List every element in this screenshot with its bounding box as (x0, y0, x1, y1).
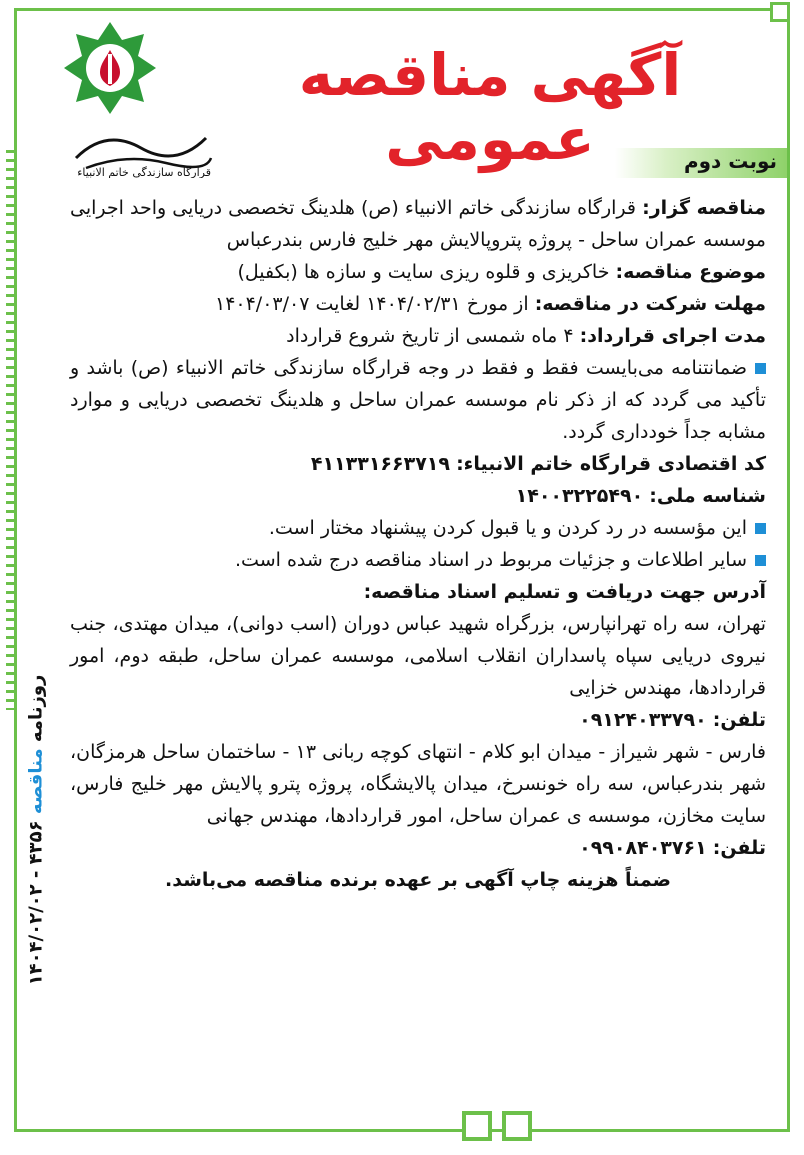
guarantee-text: ضمانتنامه می‌بایست فقط و فقط در وجه قرارگاه سازندگی خاتم الانبیاء (ص) باشد و تأکید می گردد که از ذکر نام موسسه عمران ساحل و هلدینگ تخصصی دریایی و موارد مشابه جداً خودداری گردد. (70, 357, 766, 443)
bottom-square-decoration (502, 1111, 532, 1141)
iran-emblem-icon (62, 20, 158, 116)
dotted-border-decoration (6, 150, 14, 710)
issuer-label: مناقصه گزار: (642, 197, 767, 219)
round-label: نوبت دوم (683, 149, 777, 173)
economic-code-label: کد اقتصادی قرارگاه خاتم الانبیاء: (456, 453, 766, 475)
cost-note: ضمناً هزینه چاپ آگهی بر عهده برنده مناقصه می‌باشد. (165, 869, 671, 891)
address-heading: آدرس جهت دریافت و تسلیم اسناد مناقصه: (363, 581, 766, 603)
newspaper-side-label (18, 674, 54, 986)
national-id-line (70, 480, 766, 512)
phone-fars: ۰۹۹۰۸۴۰۳۷۶۱ (579, 837, 707, 859)
newspaper-word: روزنامه (25, 674, 47, 743)
phone-label: تلفن: (712, 709, 766, 731)
deadline-label: مهلت شرکت در مناقصه: (534, 293, 766, 315)
economic-code-value: ۴۱۱۳۳۱۶۶۳۷۱۹ (310, 453, 451, 475)
guarantee-item (70, 352, 766, 448)
bullet-icon (755, 523, 766, 534)
national-id-value: ۱۴۰۰۳۲۲۵۴۹۰ (515, 485, 644, 507)
issuer-text: قرارگاه سازندگی خاتم الانبیاء (ص) هلدینگ تخصصی دریایی واحد اجرایی موسسه عمران ساحل - پروژه پتروپالایش مهر خلیج فارس بندرعباس (70, 197, 766, 251)
svg-text:قرارگاه سازندگی خاتم الانبیاء: قرارگاه سازندگی خاتم الانبیاء (77, 166, 211, 178)
round-banner (615, 148, 787, 178)
org-logo (66, 118, 216, 178)
duration-text: ۴ ماه شمسی از تاریخ شروع قرارداد (286, 325, 574, 347)
corner-square-decoration (770, 2, 790, 22)
address-tehran: تهران، سه راه تهرانپارس، بزرگراه شهید عباس دوران (اسب دوانی)، میدان مهتدی، جنب نیروی دریایی سپاه پاسداران انقلاب اسلامی، موسسه عمران ساحل، طبقه دوم، امور قراردادها، مهندس خزایی (70, 613, 766, 699)
deadline-line (70, 288, 766, 320)
newspaper-brand: مناقصه (25, 748, 47, 815)
economic-code-line (70, 448, 766, 480)
deadline-text: از مورخ ۱۴۰۴/۰۲/۳۱ لغایت ۱۴۰۴/۰۳/۰۷ (214, 293, 529, 315)
reject-text: این مؤسسه در رد کردن و یا قبول کردن پیشنهاد مختار است. (268, 517, 747, 539)
address-fars: فارس - شهر شیراز - میدان ابو کلام - انتهای کوچه ربانی ۱۳ - ساختمان ساحل هرمزگان، شهر بندرعباس، سه راه خونسرخ، میدان پالایشگاه، پروژه پترو پالایش مهر خلیج فارس، سایت مخازن، موسسه ی عمران ساحل، امور قراردادها، مهندس جهانی (70, 741, 766, 827)
phone-fars-line (70, 832, 766, 864)
issuer-line (70, 192, 766, 256)
duration-label: مدت اجرای قرارداد: (579, 325, 766, 347)
bottom-square-decoration (462, 1111, 492, 1141)
bullet-icon (755, 363, 766, 374)
bottom-decoration (462, 1111, 542, 1141)
page-title: آگهی مناقصه عمومی (298, 41, 682, 173)
reject-item (70, 512, 766, 544)
phone-tehran: ۰۹۱۲۴۰۳۳۷۹۰ (579, 709, 707, 731)
duration-line (70, 320, 766, 352)
subject-line (70, 256, 766, 288)
bullet-icon (755, 555, 766, 566)
subject-text: خاکریزی و قلوه ریزی سایت و سازه ها (بکفیل) (237, 261, 610, 283)
national-id-label: شناسه ملی: (649, 485, 766, 507)
phone-tehran-line (70, 704, 766, 736)
phone-label: تلفن: (712, 837, 766, 859)
info-text: سایر اطلاعات و جزئیات مربوط در اسناد مناقصه درج شده است. (235, 549, 747, 571)
info-item (70, 544, 766, 576)
subject-label: موضوع مناقصه: (615, 261, 766, 283)
issue-info: ۴۳۵۶ - ۱۴۰۴/۰۲/۰۲ (25, 820, 47, 986)
tender-body (70, 192, 766, 896)
